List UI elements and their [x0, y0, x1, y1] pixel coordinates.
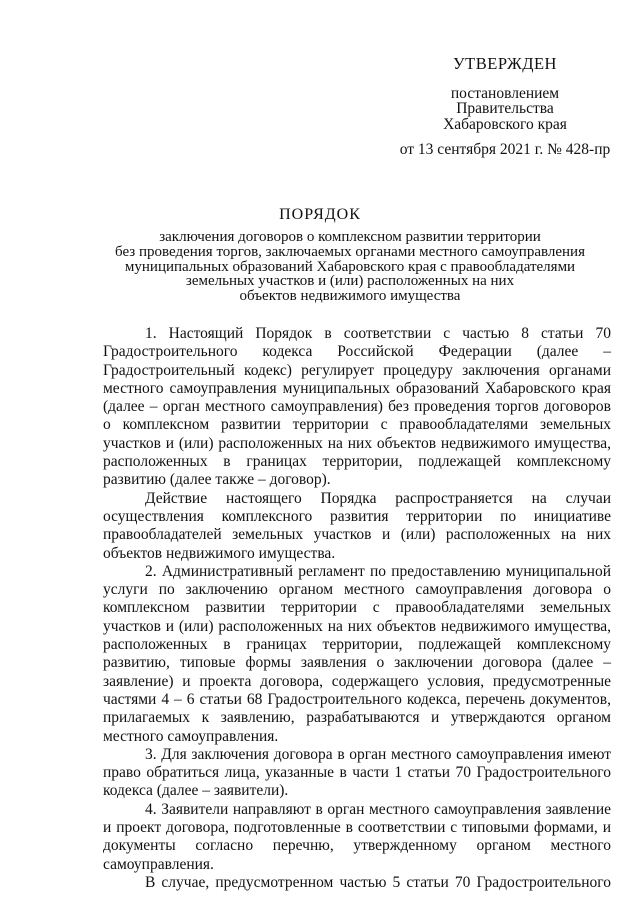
subtitle-line: без проведения торгов, заключаемых органами местного самоуправления	[115, 243, 585, 260]
document-body	[103, 325, 611, 892]
paragraph-1: 1. Настоящий Порядок в соответствии с частью 8 статьи 70 Градостроительного кодекса Российской Федерации (далее – Градостроительный кодекс) регулирует процедуру заключения органами местного самоуправления муниципальных образований Хабаровского края (далее – орган местного самоуправления) без проведения торгов договоров о комплексном развитии территории с правообладателями земельных участков и (или) расположенных на них объектов недвижимого имущества, расположенных в границах территории, подлежащей комплексному развитию (далее также – договор).	[103, 325, 611, 489]
paragraph-3: 3. Для заключения договора в орган местного самоуправления имеют право обратиться лица, указанные в части 1 статьи 70 Градостроительного кодекса (далее – заявители).	[103, 745, 611, 800]
document-title: ПОРЯДОК	[279, 206, 361, 223]
approval-date: от 13 сентября 2021 г. № 428-пр	[399, 141, 611, 158]
subtitle-line: земельных участков и (или) расположенных на них	[185, 273, 515, 290]
approval-stamp	[385, 56, 625, 158]
approval-line: Правительства	[456, 100, 554, 117]
paragraph-1-note: Действие настоящего Порядка распространяется на случаи осуществления комплексного развития территории по инициативе правообладателей земельных участков и (или) расположенных на них объектов недвижимого имущества.	[103, 489, 611, 562]
subtitle-line: заключения договоров о комплексном развитии территории	[159, 229, 541, 245]
approved-heading: УТВЕРЖДЕН	[453, 54, 557, 73]
paragraph-4: 4. Заявители направляют в орган местного самоуправления заявление и проект договора, подготовленные в соответствии с типовыми формами, и документы согласно перечню, утвержденному органом местного самоуправления.	[103, 800, 611, 873]
approval-line: Хабаровского края	[443, 115, 567, 133]
subtitle-line: муниципальных образований Хабаровского края с правообладателями	[124, 258, 576, 275]
approval-line: постановлением	[450, 84, 560, 102]
paragraph-4-continued: В случае, предусмотренном частью 5 статьи 70 Градостроительного	[145, 873, 611, 891]
document-subtitle	[60, 230, 640, 304]
subtitle-line: объектов недвижимого имущества	[239, 288, 461, 305]
paragraph-2: 2. Административный регламент по предоставлению муниципальной услуги по заключению органом местного самоуправления договора о комплексном развитии территории с правообладателями земельных участков и (или) расположенных на них объектов недвижимого имущества, расположенных в границах территории, подлежащей комплексному развитию, типовые формы заявления о заключении договора (далее – заявление) и проекта договора, содержащего условия, предусмотренные частями 4 – 6 статьи 68 Градостроительного кодекса, перечень документов, прилагаемых к заявлению, разрабатываются и утверждаются органом местного самоуправления.	[103, 562, 611, 745]
